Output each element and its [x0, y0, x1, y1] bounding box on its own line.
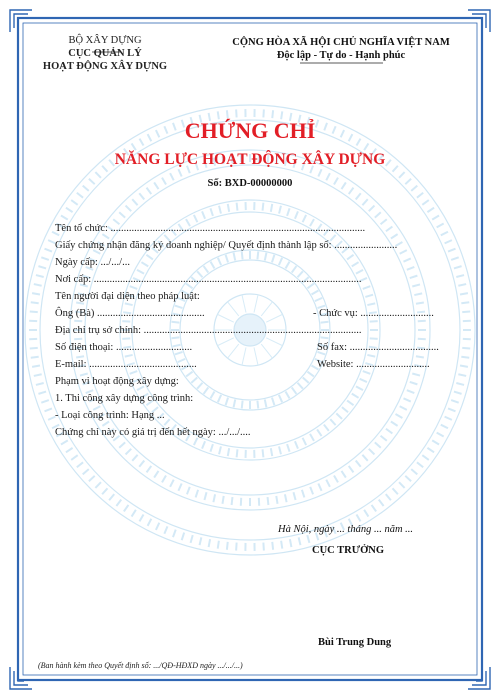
department-name-line2: HOẠT ĐỘNG XÂY DỰNG [42, 61, 168, 72]
field-address: Địa chỉ trụ sở chính: ................................................................................... [55, 325, 362, 336]
scope-heading: Phạm vi hoạt động xây dựng: [55, 376, 179, 387]
field-email: E-mail: ......................................... [55, 359, 197, 370]
field-issue-date: Ngày cấp: .../.../... [55, 257, 130, 268]
department-name-line1: CỤC QUẢN LÝ [68, 48, 142, 59]
field-fax: Số fax: .................................. [317, 342, 439, 353]
national-motto: Độc lập - Tự do - Hạnh phúc [276, 50, 406, 61]
scope-item: 1. Thi công xây dựng công trình: [55, 393, 194, 404]
field-position: - Chức vụ: ............................ [313, 308, 434, 319]
signatory-name: Bùi Trung Dung [318, 637, 392, 648]
field-org-name: Tên tổ chức: ................................................................................................. [55, 223, 366, 234]
ministry-name: BỘ XÂY DỰNG [68, 35, 142, 46]
footer-note: (Ban hành kèm theo Quyết định số: .../QĐ-HĐXD ngày .../.../...) [38, 661, 243, 670]
certificate-subtitle: NĂNG LỰC HOẠT ĐỘNG XÂY DỰNG [114, 151, 386, 168]
certificate-title: CHỨNG CHỈ [184, 118, 316, 143]
country-name: CỘNG HÒA XÃ HỘI CHỦ NGHĨA VIỆT NAM [232, 37, 450, 48]
field-work-type: - Loại công trình: Hạng ... [55, 410, 165, 421]
representative-heading: Tên người đại diện theo pháp luật: [55, 291, 200, 302]
national-header [206, 36, 476, 62]
field-validity: Chứng chỉ này có giá trị đến hết ngày: .../.../.... [55, 427, 251, 438]
signatory-title: CỤC TRƯỞNG [312, 545, 385, 556]
place-date-line: Hà Nội, ngày ... tháng ... năm ... [278, 524, 414, 535]
field-representative-name: Ông (Bà) ......................................... [55, 308, 205, 319]
field-issue-place: Nơi cấp: ...................................................................................................... [55, 274, 362, 285]
field-phone: Số điện thoại: ............................. [55, 342, 193, 353]
field-license: Giấy chứng nhận đăng ký doanh nghiệp/ Quyết định thành lập số: ........................ [55, 240, 398, 251]
field-website: Website: ............................ [317, 359, 430, 370]
certificate-number: Số: BXD-00000000 [207, 178, 293, 189]
issuing-authority [30, 34, 180, 73]
